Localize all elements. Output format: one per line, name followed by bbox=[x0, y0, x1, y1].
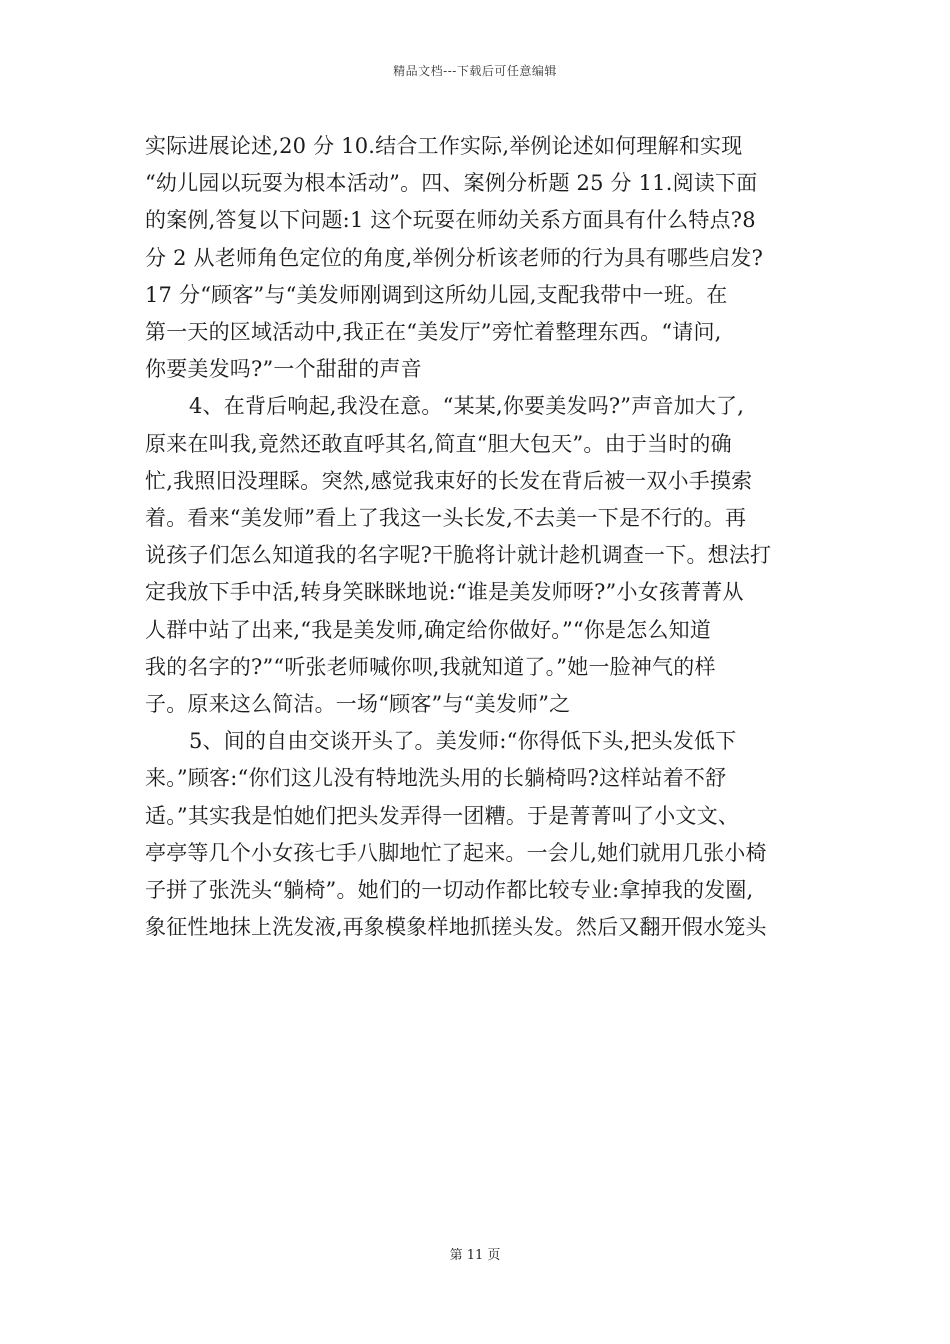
text-line: 17 分“顾客”与“美发师刚调到这所幼儿园,支配我带中一班。在 bbox=[145, 282, 728, 307]
text-line: 定我放下手中活,转身笑眯眯地说:“谁是美发师呀?”小女孩菁菁从 bbox=[145, 580, 744, 605]
text-line: 分 2 从老师角色定位的角度,举例分析该老师的行为具有哪些启发? bbox=[145, 245, 764, 270]
text-line: 子。原来这么简洁。一场“顾客”与“美发师”之 bbox=[145, 692, 571, 717]
text-line: 原来在叫我,竟然还敢直呼其名,简直“胆大包天”。由于当时的确 bbox=[145, 431, 732, 456]
text-line: 5、间的自由交谈开头了。美发师:“你得低下头,把头发低下 bbox=[189, 729, 737, 754]
paragraph-2 bbox=[145, 388, 807, 723]
text-line: 象征性地抹上洗发液,再象模象样地抓搓头发。然后又翻开假水笼头 bbox=[145, 915, 767, 940]
text-line: 人群中站了出来,“我是美发师,确定给你做好。”“你是怎么知道 bbox=[145, 617, 712, 642]
text-line: 你要美发吗?”一个甜甜的声音 bbox=[145, 357, 422, 382]
text-line: 说孩子们怎么知道我的名字呢?干脆将计就计趁机调查一下。想法打 bbox=[145, 543, 772, 568]
text-line: 亭亭等几个小女孩七手八脚地忙了起来。一会儿,她们就用几张小椅 bbox=[145, 840, 767, 865]
page-header: 精品文档---下载后可任意编辑 bbox=[393, 64, 557, 78]
paragraph-3 bbox=[145, 723, 807, 946]
text-line: 着。看来“美发师”看上了我这一头长发,不去美一下是不行的。再 bbox=[145, 506, 747, 531]
text-line: 的案例,答复以下问题:1 这个玩耍在师幼关系方面具有什么特点?8 bbox=[145, 208, 756, 233]
text-line: 子拼了张洗头“躺椅”。她们的一切动作都比较专业:拿掉我的发圈, bbox=[145, 878, 754, 903]
page-number: 第 11 页 bbox=[449, 1248, 501, 1263]
text-line: 实际进展论述,20 分 10.结合工作实际,举例论述如何理解和实现 bbox=[145, 134, 743, 158]
text-line: 4、在背后响起,我没在意。“某某,你要美发吗?”声音加大了, bbox=[189, 394, 745, 419]
text-line: 第一天的区域活动中,我正在“美发厅”旁忙着整理东西。“请问, bbox=[145, 320, 722, 345]
text-line: 忙,我照旧没理睬。突然,感觉我束好的长发在背后被一双小手摸索 bbox=[145, 468, 753, 493]
paragraph-1 bbox=[145, 128, 807, 388]
document-body bbox=[145, 128, 807, 946]
text-line: 来。”顾客:“你们这儿没有特地洗头用的长躺椅吗?这样站着不舒 bbox=[145, 766, 727, 791]
text-line: 我的名字的?”“听张老师喊你呗,我就知道了。”她一脸神气的样 bbox=[145, 654, 716, 679]
text-line: 适。”其实我是怕她们把头发弄得一团糟。于是菁菁叫了小文文、 bbox=[145, 803, 740, 828]
text-line: “幼儿园以玩耍为根本活动”。四、案例分析题 25 分 11.阅读下面 bbox=[145, 171, 758, 196]
